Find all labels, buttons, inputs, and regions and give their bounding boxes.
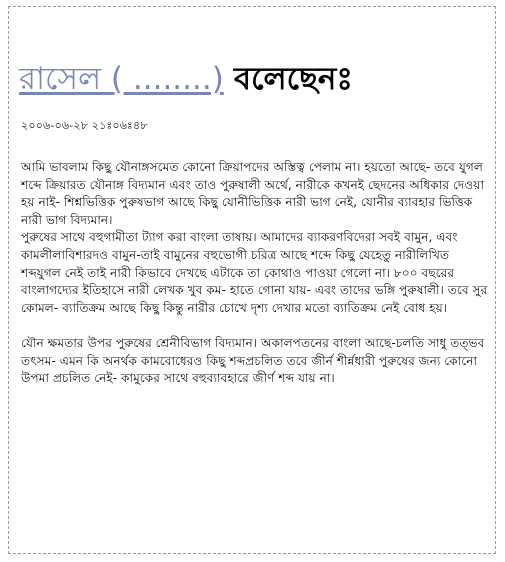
comment-paragraph: যৌন ক্ষমতার উপর পুরুষের শ্রেনীবিভাগ বিদ্যমান। অকালপতনের বাংলা আছে-চলতি সাধু তত্ভব তৎসম- এমন কি অনর্থক কামবোধেরও কিছু শব্দপ্রচলিত তবে জীর্ন শীর্ন্নধারী পুরুষের জন্য কোনো উপমা প্রচলিত নেই- কামুকের সাথে বহুব্যাবহারে জীর্ণ শব্দ যায় না। bbox=[21, 335, 485, 386]
said-label: বলেছেনঃ bbox=[233, 61, 353, 97]
comment-paragraph: পুরুষের সাথে বহুগামীতা ট্যাগ করা বাংলা তাষায়। আমাদের ব্যাকরণবিদেরা সবই বামুন, এবং কামলীলাবিশারদও বামুন-তাই বামুনের বহুভোগী চরিত্র আছে শব্দে কিছু যেহেতু নারীলিখিত শব্দযুগল নেই তাই নারী কিভাবে দেখছে এটাকে তা কোথাও পাওয়া গেলো না। ৮০০ বছরের বাংলাগদ্যের ইতিহাসে নারী লেখক খুব কম- হাতে গোনা যায়- এবং তাদের ভঙ্গি পুরুষালী। তবে সুর কোমল- ব্যাতিক্রম আছে কিছু কিন্তু নারীর চোখে দৃশ্য দেখার মতো ব্যাতিক্রম নেই বোধ হয়। bbox=[21, 230, 488, 315]
comment-header bbox=[19, 51, 353, 95]
comment-body bbox=[21, 159, 489, 388]
comment-paragraph: আমি ভাবলাম কিছু যৌনাঙ্গসমেত কোনো ক্রিয়াপদের অস্তিত্ব পেলাম না। হয়তো আছে- তবে যুগল শব্দে ক্রিয়ারত যৌনাঙ্গ বিদ্যমান এবং তাও পুরুষালী অর্থে, নারীকে কখনই ছেদনের অধিকার দেওয়া হয় নাই- শিশ্নভিত্তিক পুরুষভাগ আছে কিছু যোনীভিত্তিক নারী ভাগ নেই, যোনীর ব্যাবহার ভিত্তিক নারী ভাগ বিদ্যমান। bbox=[21, 160, 484, 227]
comment-card bbox=[8, 6, 496, 554]
timestamp: ২০০৬-০৬-২৮ ২১ঃ০৬ঃ৪৮ bbox=[21, 119, 148, 132]
author-link[interactable]: রাসেল ( ........) bbox=[19, 61, 224, 97]
